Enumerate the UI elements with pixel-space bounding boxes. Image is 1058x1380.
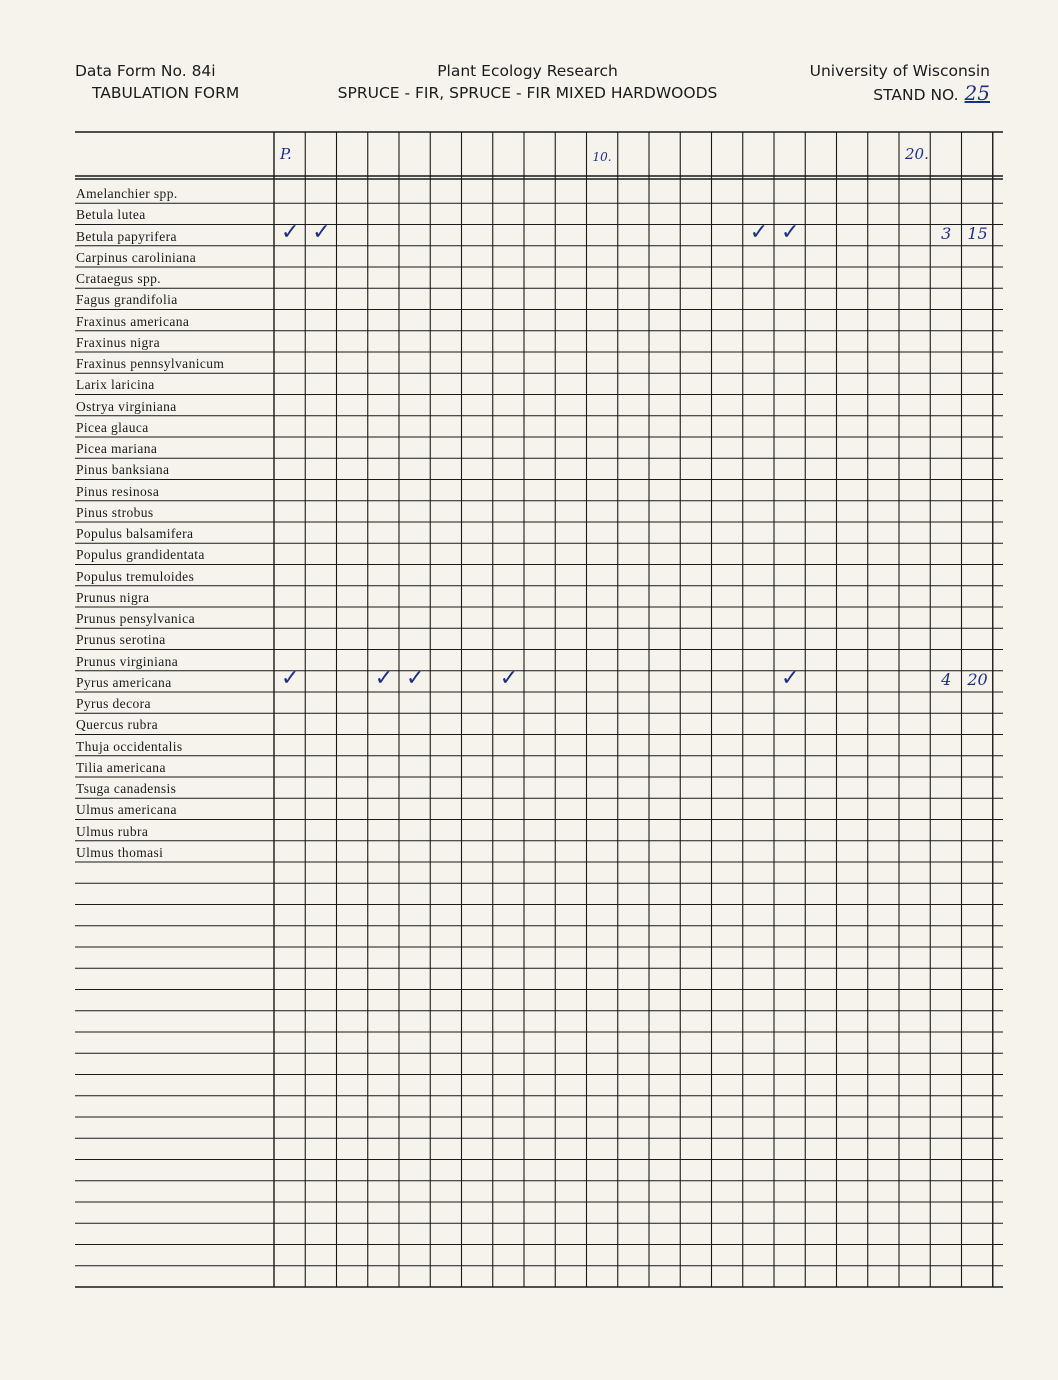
species-label: Pinus banksiana bbox=[76, 462, 170, 478]
species-label: Larix laricina bbox=[76, 377, 155, 393]
species-percent[interactable]: 20 bbox=[967, 669, 988, 689]
species-label: Carpinus caroliniana bbox=[76, 249, 197, 265]
species-label: Prunus nigra bbox=[76, 589, 150, 605]
species-label: Fraxinus pennsylvanicum bbox=[76, 356, 225, 371]
species-label: Betula papyrifera bbox=[76, 228, 177, 244]
species-label: Populus grandidentata bbox=[76, 547, 205, 563]
species-percent[interactable]: 15 bbox=[967, 223, 988, 243]
species-label: Prunus virginiana bbox=[76, 653, 179, 669]
species-count[interactable]: 3 bbox=[941, 223, 952, 243]
species-label: Prunus serotina bbox=[76, 632, 166, 648]
species-label: Amelanchier spp. bbox=[76, 186, 178, 201]
column-header-mark: 20. bbox=[905, 145, 929, 163]
species-label: Picea glauca bbox=[76, 419, 149, 435]
tally-check-mark[interactable]: ✓ bbox=[374, 665, 394, 691]
species-label: Ostrya virginiana bbox=[76, 398, 177, 414]
tally-check-mark[interactable]: ✓ bbox=[406, 665, 425, 691]
species-label: Pyrus decora bbox=[76, 696, 151, 711]
species-label: Populus tremuloides bbox=[76, 568, 195, 584]
stand-value[interactable]: 25 bbox=[964, 81, 990, 105]
species-label: Fraxinus nigra bbox=[76, 334, 160, 350]
species-label: Ulmus thomasi bbox=[76, 844, 164, 860]
species-label: Fraxinus americana bbox=[76, 313, 190, 329]
species-label: Tsuga canadensis bbox=[76, 781, 177, 796]
tally-check-mark[interactable]: ✓ bbox=[749, 219, 769, 245]
forest-type-line: SPRUCE - FIR, SPRUCE - FIR MIXED HARDWOODS bbox=[337, 84, 718, 102]
stand-label: STAND NO. bbox=[873, 86, 959, 104]
tally-check-mark[interactable]: ✓ bbox=[281, 665, 300, 691]
org-line: Plant Ecology Research bbox=[437, 62, 618, 80]
species-label: Thuja occidentalis bbox=[76, 738, 183, 754]
species-label: Quercus rubra bbox=[76, 717, 159, 733]
column-header-mark: 10. bbox=[592, 150, 612, 164]
species-label: Tilia americana bbox=[76, 759, 166, 775]
tally-check-mark[interactable]: ✓ bbox=[781, 219, 800, 245]
species-label: Pinus resinosa bbox=[76, 483, 160, 499]
species-label: Fagus grandifolia bbox=[76, 292, 178, 308]
species-label: Populus balsamifera bbox=[76, 526, 194, 541]
tally-check-mark[interactable]: ✓ bbox=[781, 665, 800, 691]
species-label: Crataegus spp. bbox=[76, 271, 162, 286]
column-header-mark: P. bbox=[280, 145, 292, 163]
tally-check-mark[interactable]: ✓ bbox=[499, 665, 519, 691]
species-label: Betula lutea bbox=[76, 207, 146, 223]
species-label: Prunus pensylvanica bbox=[76, 611, 195, 626]
species-label: Pyrus americana bbox=[76, 674, 172, 690]
species-label: Ulmus americana bbox=[76, 802, 177, 818]
tally-check-mark[interactable]: ✓ bbox=[312, 219, 331, 245]
form-title: TABULATION FORM bbox=[92, 84, 240, 102]
university-name: University of Wisconsin bbox=[809, 62, 990, 80]
species-label: Ulmus rubra bbox=[76, 823, 149, 839]
species-label: Picea mariana bbox=[76, 441, 158, 456]
form-number: Data Form No. 84i bbox=[75, 62, 216, 80]
tally-check-mark[interactable]: ✓ bbox=[281, 219, 300, 245]
species-label: Pinus strobus bbox=[76, 504, 154, 520]
species-count[interactable]: 4 bbox=[941, 669, 952, 689]
